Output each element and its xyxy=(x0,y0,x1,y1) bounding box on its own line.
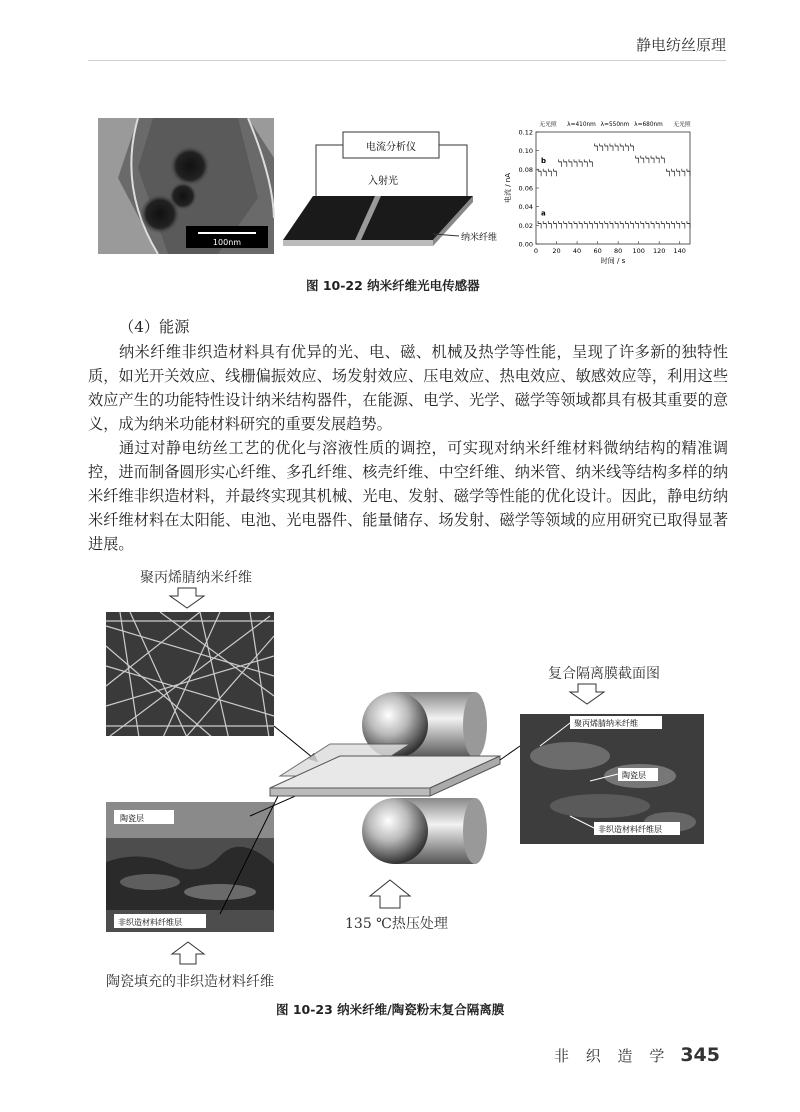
sem-pan-layer-label: 聚丙烯腈纳米纤维 xyxy=(574,719,638,728)
y-tick-label: 0.04 xyxy=(518,203,533,212)
y-tick-label: 0.12 xyxy=(518,128,533,137)
composite-sem-image xyxy=(520,714,704,844)
y-tick-label: 0.00 xyxy=(518,240,533,249)
x-tick-label: 40 xyxy=(572,247,582,255)
composite-down-arrow-icon xyxy=(570,684,604,704)
figure-10-23-caption: 图 10-23 纳米纤维/陶瓷粉末复合隔离膜 xyxy=(276,1002,505,1017)
fiber-label: 纳米纤维 xyxy=(461,233,498,243)
hotpress-label: 135 ℃热压处理 xyxy=(345,916,448,932)
x-tick-label: 0 xyxy=(533,247,539,255)
y-tick-label: 0.02 xyxy=(518,221,533,230)
down-arrow-icon xyxy=(170,588,204,608)
ceramic-nonwoven-sem-image xyxy=(106,802,274,942)
sem-nonwoven-layer-label-2: 非织造材料纤维层 xyxy=(598,825,662,834)
tem-scale-label: 100nm xyxy=(212,238,242,247)
tem-image xyxy=(98,118,274,254)
paragraph-2: 通过对静电纺丝工艺的优化与溶液性质的调控，可实现对纳米纤维材料微纳结构的精准调控，进而制备圆形实心纤维、多孔纤维、核壳纤维、中空纤维、纳米管、纳米线等结构多样的纳米纤维非织造材料，并最终实现其机械、光电、发射、磁学等性能的优化设计。因此，静电纺纳米纤维材料在太阳能、电池、光电器件、能量储存、场发射、磁学等领域的应用研究已取得显著进展。 xyxy=(88,439,728,553)
illumination-label: λ=550nm xyxy=(600,122,630,128)
x-tick-label: 100 xyxy=(632,247,645,255)
illumination-label: 无光照 xyxy=(673,122,691,128)
series-b-label: b xyxy=(541,157,547,166)
x-tick-label: 140 xyxy=(673,247,686,255)
x-tick-label: 80 xyxy=(613,247,623,255)
page-footer xyxy=(554,1044,720,1066)
photodetector-schematic xyxy=(283,124,498,260)
up-arrow-icon xyxy=(172,942,204,964)
x-tick-label: 120 xyxy=(652,247,666,255)
illumination-label: λ=680nm xyxy=(634,122,663,128)
running-header: 静电纺丝原理 xyxy=(635,36,726,54)
composite-separator-diagram xyxy=(100,566,710,996)
sem-nonwoven-layer-label: 非织造材料纤维层 xyxy=(118,918,182,927)
photocurrent-chart xyxy=(500,114,700,270)
hotpress-up-arrow-icon xyxy=(370,880,410,908)
sem-ceramic-layer-label: 陶瓷层 xyxy=(120,814,144,823)
pan-nanofiber-sem-image xyxy=(106,612,274,748)
footer-book-name: 非 织 造 学 xyxy=(554,1047,671,1065)
sem-ceramic-layer-label-2: 陶瓷层 xyxy=(622,771,646,780)
y-tick-label: 0.10 xyxy=(518,147,533,156)
illumination-label: λ=410nm xyxy=(567,122,596,128)
page-number: 345 xyxy=(680,1044,720,1066)
header-rule xyxy=(88,60,726,61)
ceramic-fiber-label: 陶瓷填充的非织造材料纤维 xyxy=(106,974,274,990)
y-tick-label: 0.06 xyxy=(518,184,533,193)
hot-press-rollers xyxy=(270,692,500,864)
section-heading: （4）能源 xyxy=(119,318,190,336)
incident-light-label: 入射光 xyxy=(368,176,398,187)
paragraph-1: 纳米纤维非织造材料具有优异的光、电、磁、机械及热学等性能，呈现了许多新的独特性质，如光开关效应、线栅偏振效应、场发射效应、压电效应、热电效应、敏感效应等，利用这些效应产生的功能特性设计纳米结构器件，在能源、电学、光学、磁学等领域都具有极其重要的意义，成为纳米功能材料研究的重要发展趋势。 xyxy=(88,343,728,433)
x-axis-label: 时间 / s xyxy=(600,257,626,265)
y-axis-label: 电流 / nA xyxy=(504,172,512,204)
x-tick-label: 20 xyxy=(552,247,561,255)
figure-10-22-caption: 图 10-22 纳米纤维光电传感器 xyxy=(306,278,480,293)
illumination-label: 无光照 xyxy=(539,122,557,128)
body-text xyxy=(88,340,728,556)
x-tick-label: 60 xyxy=(593,247,602,255)
series-a-label: a xyxy=(541,209,546,218)
pan-fiber-label: 聚丙烯腈纳米纤维 xyxy=(140,570,252,586)
y-tick-label: 0.08 xyxy=(518,165,533,174)
device-box-label: 电流分析仪 xyxy=(366,142,416,153)
composite-label: 复合隔离膜截面图 xyxy=(548,666,660,682)
